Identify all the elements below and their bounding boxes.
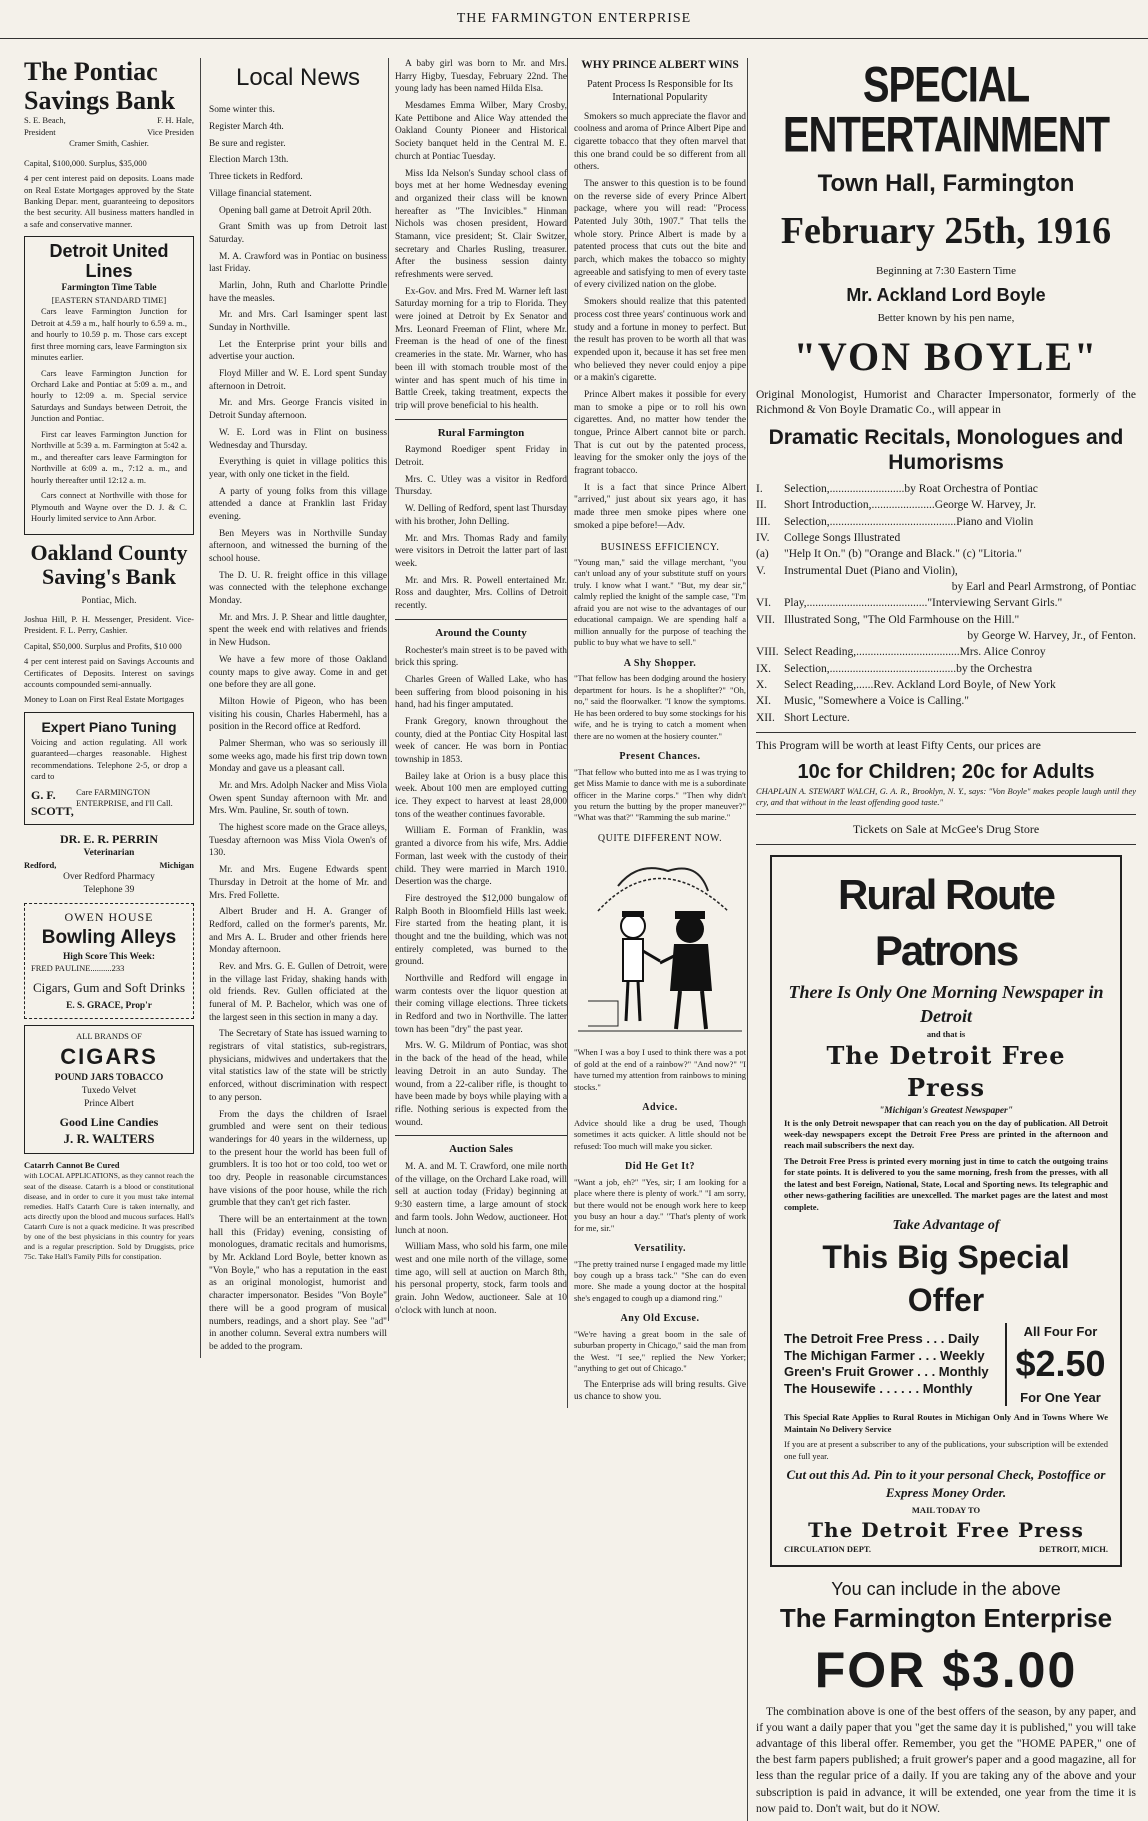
- rrp-present: If you are at present a subscriber to any of the publications, your subscription will be extended one full year.: [784, 1439, 1108, 1461]
- program-number: I.: [756, 483, 763, 496]
- news-paragraph: Miss Ida Nelson's Sunday school class of boys met at her home Wednesday evening and organized their class will be known hereafter as "The Invicibles." Hinman Nichols was chosen president, Howard Stamann, vice president; St. Clair Switzer, secretary and Charles Rusling, treasurer. After the business session dainty refreshments were served.: [395, 168, 567, 280]
- news-paragraph: We have a few more of those Oakland county maps to give away. Come in and get one before they are all gone.: [209, 654, 387, 691]
- program-number: X.: [756, 679, 768, 692]
- bowling-prop: E. S. GRACE, Prop'r: [66, 1001, 152, 1012]
- shy-title: A Shy Shopper.: [623, 657, 697, 669]
- program-text: Short Introduction,......................George W. Harvey, Jr.: [784, 499, 1037, 512]
- program-text: by Earl and Pearl Armstrong, of Pontiac: [951, 581, 1136, 594]
- dul-text: First car leaves Farmington Junction for Northville at 5:39 a. m. Farmington at 5:42 a. m., and thereafter cars leave Farmington for Northville at 6:09 a. m., 7:12 a. m., and hourly thereafter until 12:12 a. m.: [31, 428, 187, 485]
- news-paragraph: Mr. and Mrs. Carl Isaminger spent last Sunday in Northville.: [209, 310, 387, 334]
- biz-title: BUSINESS EFFICIENCY.: [600, 541, 720, 553]
- program-number: V.: [756, 564, 766, 577]
- around-county-title: Around the County: [435, 626, 527, 639]
- program-item: [756, 481, 1136, 497]
- news-paragraph: Mr. and Mrs. R. Powell entertained Mr. Ross and daughter, Mrs. Collins of Detroit recently.: [395, 575, 567, 611]
- program-item: [756, 546, 1136, 562]
- news-paragraph: Opening ball game at Detroit April 20th.: [219, 205, 372, 216]
- chances-text: "That fellow who butted into me as I was trying to get Miss Mamie to dance with me is a subordinate officer in the Marine corps." "Then why didn't you return the butting by the proper maneuver?" "What was that?" "Ramming the sub marine.": [574, 766, 746, 823]
- combo-text: The combination above is one of the best offers of the season, by any paper, and if you want a daily paper that you "get the same day it is published," you will take advantage of this liberal offer. Remember, you get the "HOME PAPER," one of the best farm papers published; a fruit grower's paper and a good magazine, all for less than the regular price of a daily. If you are taking any of the above and your subscription is paid in advance, it will be extended, one year from the time it is now paid to. Don't wait, but do it NOW.: [756, 1706, 1136, 1815]
- program-text: Selection,..........................by Roat Orchestra of Pontiac: [784, 483, 1038, 496]
- cigars-tux: Tuxedo Velvet: [81, 1085, 137, 1096]
- oakland-interest: 4 per cent interest paid on Savings Accounts and Certificates of Deposits. Interest on savings accounts compounded semi-annually.: [24, 656, 194, 689]
- news-paragraph: Prince Albert makes it possible for every man to smoke a pipe or to roll his own cigarettes. And, no matter how tender the tongue, Prince Albert cannot bite or parch. That is cut out by the patented process, leaving for the smoker only the joys of the fragrant tobacco.: [574, 389, 746, 477]
- program-text: by George W. Harvey, Jr., of Fenton.: [967, 630, 1136, 643]
- news-paragraph: Smokers so much appreciate the flavor and coolness and aroma of Prince Albert Pipe and cigarette tobacco that they often marvel that this one brand could be so different from all others.: [574, 111, 746, 173]
- chances-title: Present Chances.: [619, 751, 701, 763]
- oakland-bank-ad: [24, 541, 194, 706]
- dul-std: [EASTERN STANDARD TIME]: [51, 294, 167, 305]
- piano-title: Expert Piano Tuning: [41, 718, 177, 735]
- bowling-score: FRED PAULINE..........233: [31, 963, 125, 974]
- oakland-bank-name: Oakland County Saving's Bank: [30, 539, 188, 589]
- program-number: [756, 628, 784, 644]
- program-number: XII.: [756, 711, 775, 724]
- officer: F. H. Hale,: [157, 115, 194, 126]
- excuse-text: "We're having a great boom in the sale of suburban property in Chicago," said the man from the West. "I see," replied the New Yorker; "anything to get out of Chicago.": [574, 1328, 746, 1374]
- news-paragraph: Let the Enterprise print your bills and advertise your auction.: [209, 339, 387, 363]
- entertainment-date: February 25th, 1916: [780, 210, 1112, 253]
- program-number: IX.: [756, 662, 772, 675]
- news-paragraph: Fire destroyed the $12,000 bungalow of Ralph Booth in Bloomfield Hills last week. Fire started from the heating plant, it is thought and tne the building, which was not entirely completed, was burned to the ground.: [395, 893, 567, 968]
- versatility-title: Versatility.: [633, 1243, 686, 1255]
- dul-subtitle: Farmington Time Table: [61, 283, 157, 293]
- program-number: II.: [756, 499, 767, 512]
- news-paragraph: William Mass, who sold his farm, one mile west and one mile north of the village, some time ago, will sell at auction on March 8th, his personal property, stock, farm tools and grain. John Wedow, auctioneer. Sale at 10 o'clock with lunch at noon.: [395, 1242, 567, 1316]
- program-number: VIII.: [756, 646, 779, 659]
- program-text: Selection,............................................by the Orchestra: [784, 662, 1033, 675]
- piano-care: Care FARMINGTON ENTERPRISE, and I'll Call.: [76, 786, 173, 809]
- cigars-pa: Prince Albert: [84, 1098, 134, 1109]
- program-item: [756, 612, 1136, 628]
- rrp-andthat: and that is: [926, 1028, 966, 1039]
- program-item: [756, 644, 1136, 660]
- officer-title: President: [24, 126, 56, 137]
- news-paragraph: Smokers should realize that this patented process cost three years' continuous work and study and a fortune in money to perfect. But the result has proven to be worth all that was expended upon it, because it has set free men who believed they never could enjoy a pipe or a makin's cigarette.: [574, 297, 746, 384]
- free-press-name: The Detroit Free Press: [826, 1041, 1066, 1103]
- offer-line: Green's Fruit Grower . . . Monthly: [784, 1364, 989, 1380]
- program-text: Selection,............................................Piano and Violin: [784, 515, 1034, 528]
- bowling-score-label: High Score This Week:: [63, 951, 155, 962]
- offer-combo: [784, 1323, 1108, 1407]
- cigars-candies: Good Line Candies: [59, 1115, 159, 1130]
- local-item: Election March 13th.: [209, 155, 289, 166]
- rrp-p1: It is the only Detroit newspaper that can reach you on the day of publication. All Detroit week-day newspapers except the Detroit Free Press are printed in the afternoon and reach mail subscribers the next day.: [784, 1117, 1108, 1151]
- excuse-title: Any Old Excuse.: [620, 1313, 700, 1325]
- news-paragraph: Ben Meyers was in Northville Sunday afternoon, and witnessed the burning of the school house.: [209, 528, 387, 565]
- von-boyle-name: "VON BOYLE": [793, 333, 1099, 379]
- include-line: You can include in the above: [831, 1579, 1061, 1600]
- program-item: [756, 628, 1136, 644]
- news-paragraph: There will be an entertainment at the town hall this (Friday) evening, consisting of monologues, dramatic recitals and humorisms, by Mr. Ackland Lord Boyle, better known as "Von Boyle," who has a reputation in the east as an original monologist, humorist and character impersonator. Besides "Von Boyle" there will be a good program of musical numbers, readings, and a short play. See "ad" in another column. Several extra numbers will be added to the program.: [209, 1215, 387, 1352]
- entertainment-known: Better known by his pen name,: [877, 311, 1015, 324]
- ticket-prices: 10c for Children; 20c for Adults: [797, 760, 1095, 783]
- perrin-name: DR. E. R. PERRIN: [59, 832, 158, 847]
- news-paragraph: M. A. Crawford was in Pontiac on business last Friday.: [209, 251, 387, 275]
- rrp-p2: The Detroit Free Press is printed every morning just in time to catch the outgoing trains for state points. It is delivered to you the same morning, fresh from the presses, with all the latest and best Foreign, National, State, Local and Sporting news. Its telegraphic and other news-gathering facilities are unexcelled. The market pages are the latest and most complete.: [784, 1155, 1108, 1212]
- catarrh-title: Catarrh Cannot Be Cured: [24, 1159, 120, 1170]
- rrp-city: DETROIT, MICH.: [1038, 1543, 1108, 1554]
- bowling-cigars: Cigars, Gum and Soft Drinks: [32, 979, 186, 995]
- local-news-paras: [209, 205, 387, 1354]
- pontiac-bank-ad: [24, 58, 194, 230]
- offer-line: The Michigan Farmer . . . Weekly: [784, 1347, 985, 1363]
- catarrh-text: with LOCAL APPLICATIONS, as they cannot reach the seat of the disease. Catarrh is a blood or constitutional disease, and in order to cure it you must take internal remedies. Hall's Catarrh Cure is taken internally, and acts directly upon the blood and mucous surfaces. Hall's Catarrh Cure is not a quack medicine. It was prescribed by one of the best physicians in this country for years and is a regular prescription. Sold by Druggists, price 75c. Take Hall's Family Pills for constipation.: [24, 1171, 194, 1262]
- entertainment-time: Beginning at 7:30 Eastern Time: [876, 264, 1016, 277]
- column-4: [567, 58, 746, 1408]
- gotit-text: "Want a job, eh?" "Yes, sir; I am looking for a place where there is plenty of work." "I am sorry, but there would not be enough work here to keep you busy an hour a day." "That's plenty of work for me, sir.": [574, 1176, 746, 1233]
- news-paragraph: Mr. and Mrs. Adolph Nacker and Miss Viola Owen spent Sunday afternoon with Mr. and Mrs. Wm. Pauline, Sr. south of town.: [209, 781, 387, 817]
- oakland-loans: Money to Loan on First Real Estate Mortgages: [24, 694, 184, 705]
- oakland-capital: Capital, $50,000. Surplus and Profits, $10 000: [24, 640, 182, 651]
- local-item: Be sure and register.: [209, 138, 286, 149]
- news-paragraph: W. Delling of Redford, spent last Thursday with his brother, John Delling.: [395, 504, 567, 527]
- news-paragraph: Ex-Gov. and Mrs. Fred M. Warner left last Saturday morning for a trip to Florida. They were joined at Detroit by Ex Senator and Mrs. Leonard Freeman of Flint, where Mr. Freeman is the head of one of the finest creameries in the state. Mr. Warner, who has been ill with stomach trouble most of the winter and has spent much of his time in Battle Creek, taking treatment, expects the trip will prove beneficial to his health.: [395, 286, 567, 411]
- program-number: (a): [756, 548, 769, 561]
- news-paragraph: The Secretary of State has issued warning to registrars of vital statistics, sub-registrars, physicians, midwives and undertakers that the vital statistics law of the state will be strictly enforced, without discrimination with respect to any person.: [209, 1029, 387, 1103]
- news-paragraph: Floyd Miller and W. E. Lord spent Sunday afternoon in Detroit.: [209, 369, 387, 392]
- news-paragraph: Mr. and Mrs. Thomas Rady and family were visitors in Detroit the latter part of last week.: [395, 533, 567, 569]
- program-item: [756, 497, 1136, 513]
- program-number: VII.: [756, 613, 775, 626]
- chaplain-quote: CHAPLAIN A. STEWART WALCH, G. A. R., Brooklyn, N. Y., says: "Von Boyle" makes people laugh until they cry, and that without in the least offending good taste.": [756, 785, 1136, 807]
- offer-allfour: All Four For: [1023, 1323, 1098, 1339]
- bowling-house: OWEN HOUSE: [64, 909, 154, 924]
- rrp-rate: This Special Rate Applies to Rural Routes in Michigan Only And in Towns Where We Maintain No Delivery Service: [784, 1412, 1108, 1434]
- dul-title: Detroit United Lines: [49, 241, 169, 282]
- cashier: Cramer Smith, Cashier.: [69, 138, 149, 149]
- free-press-name-2: The Detroit Free Press: [808, 1517, 1084, 1542]
- program-list: [756, 481, 1136, 726]
- program-text: Illustrated Song, "The Old Farmhouse on the Hill.": [784, 613, 1020, 626]
- news-paragraph: Mr. and Mrs. George Francis visited in Detroit Sunday afternoon.: [209, 398, 387, 422]
- closing-text: The Enterprise ads will bring results. Give us chance to show you.: [574, 1379, 746, 1403]
- quite-title: QUITE DIFFERENT NOW.: [597, 832, 723, 844]
- pontiac-interest: 4 per cent interest paid on deposits. Loans made on Real Estate Mortgages approved by the State Banking Depar. ment, guaranteeing to depositors the best security. All business matters handled in a safe and conservative manner.: [24, 173, 194, 229]
- news-paragraph: W. E. Lord was in Flint on business Wednesday and Thursday.: [209, 427, 387, 451]
- program-item: [756, 710, 1136, 726]
- oakland-location: Pontiac, Mich.: [81, 595, 137, 606]
- rrp-cut: Cut out this Ad. Pin to it your personal Check, Postoffice or Express Money Order.: [786, 1467, 1106, 1500]
- news-paragraph: Mr. and Mrs. J. P. Shear and little daughter, spent the week end with relatives and friends in New Hudson.: [209, 612, 387, 649]
- program-text: College Songs Illustrated: [784, 532, 901, 545]
- advice-title: Advice.: [642, 1102, 678, 1114]
- col3-news: [395, 58, 567, 413]
- news-paragraph: The highest score made on the Grace alleys, Tuesday afternoon was Miss Viola Owen's of 130.: [209, 823, 387, 859]
- rrp-sub: There Is Only One Morning Newspaper in Detroit: [788, 982, 1104, 1027]
- news-paragraph: M. A. and M. T. Crawford, one mile north of the village, on the Orchard Lake road, will sell at auction today (Friday) beginning at 9:30 eastern time, a large amount of stock and farm tools. John Wedow, auctioneer. Hot lunch at noon.: [395, 1162, 567, 1236]
- pontiac-officers-row: [24, 115, 194, 126]
- news-paragraph: Raymond Roediger spent Friday in Detroit.: [395, 445, 567, 469]
- news-paragraph: Palmer Sherman, who was so seriously ill some weeks ago, made his first trip down town Monday and gave us a pleasant call.: [209, 738, 387, 775]
- program-item: [756, 595, 1136, 611]
- news-paragraph: Marlin, John, Ruth and Charlotte Prindle have the measles.: [209, 280, 387, 304]
- entertainment-title: SPECIAL ENTERTAINMENT: [782, 58, 1110, 163]
- offer-line: The Housewife . . . . . . Monthly: [784, 1381, 973, 1397]
- column-3: [388, 58, 567, 1321]
- rrp-title: Rural Route Patrons: [837, 870, 1054, 975]
- masthead: THE FARMINGTON ENTERPRISE: [0, 0, 1148, 39]
- cigars-brands: ALL BRANDS OF: [76, 1031, 142, 1042]
- oakland-officers: Joshua Hill, P. H. Messenger, President. Vice-President. F. L. Perry, Cashier.: [24, 613, 194, 636]
- program-text: Select Reading,....................................Mrs. Alice Conroy: [784, 646, 1046, 659]
- program-item: [756, 563, 1136, 579]
- piano-name: G. F. SCOTT,: [31, 787, 74, 818]
- pontiac-officer-titles: [24, 127, 194, 138]
- news-paragraph: Rev. and Mrs. G. E. Gullen of Detroit, were in the village last Friday, shaking hands with old friends. Rev. Gullen officiated at the funeral of M. P. Bachelor, which was one of the largest seen in this section in many a day.: [209, 961, 387, 1023]
- news-paragraph: Milton Howie of Pigeon, who has been visiting his cousin, Charles Habermehl, has a position in the Record office at Redford.: [209, 696, 387, 733]
- auction-title: Auction Sales: [449, 1143, 513, 1156]
- news-paragraph: Bailey lake at Orion is a busy place this week. About 100 men are employed cutting ice. They expect to harvest at least 28,000 tons of the weather continues favorable.: [395, 771, 567, 820]
- news-paragraph: Frank Gregory, known throughout the county, died at the Pontiac City Hospital last week of cancer. He was born in Pontiac township in 1853.: [395, 716, 567, 765]
- recitals-title: Dramatic Recitals, Monologues and Humorisms: [768, 425, 1124, 474]
- column-1: [24, 58, 194, 1267]
- program-text: Instrumental Duet (Piano and Violin),: [784, 564, 958, 577]
- program-number: VI.: [756, 597, 772, 610]
- prince-albert-subtitle: Patent Process Is Responsible for Its International Popularity: [587, 78, 733, 104]
- entertainment-venue: Town Hall, Farmington: [817, 170, 1075, 197]
- pontiac-bank-name: The Pontiac Savings Bank: [24, 58, 176, 115]
- rrp-mail: MAIL TODAY TO: [911, 1505, 981, 1516]
- news-paragraph: A party of young folks from this village attended a dance at Franklin last Friday evening.: [209, 486, 387, 522]
- news-paragraph: Mr. and Mrs. Eugene Edwards spent Thursday in Detroit at the home of Mr. and Mrs. Fred Follette.: [209, 865, 387, 901]
- auction-items: [395, 1161, 567, 1317]
- program-number: XI.: [756, 695, 772, 708]
- perrin-place: Redford,: [24, 859, 57, 870]
- bowling-title: Bowling Alleys: [41, 926, 177, 948]
- dul-timetable-ad: [24, 236, 194, 534]
- officer-title: Vice Presiden: [147, 126, 194, 137]
- news-paragraph: Charles Green of Walled Lake, who has been suffering from blood poisoning in his hand, had his finger amputated.: [395, 674, 567, 711]
- perrin-ad: [24, 831, 194, 897]
- perrin-over: Over Redford Pharmacy: [63, 872, 155, 883]
- program-text: Short Lecture.: [784, 711, 850, 724]
- offer-line: The Detroit Free Press . . . Daily: [784, 1330, 980, 1346]
- dul-text: Cars leave Farmington Junction for Orchard Lake and Pontiac at 5:09 a. m., and hourly to 12:09 a. m. Special service Saturdays and Sundays between Detroit, the Junction and Pontiac.: [31, 367, 187, 424]
- bowling-ad: [24, 903, 194, 1019]
- rrp-take: Take Advantage of: [892, 1218, 1000, 1234]
- news-paragraph: Rochester's main street is to be paved with brick this spring.: [395, 645, 567, 669]
- entertainment-desc: Original Monologist, Humorist and Character Impersonator, formerly of the Richmond & Von Boyle Dramatic Co., will appear in: [756, 388, 1136, 417]
- news-paragraph: Mesdames Emma Wilber, Mary Crosby, Kate Pettibone and Alice Way attended the Oakland County Pioneer and Historical Society banquet held in the Central M. E. church at Pontiac Tuesday.: [395, 101, 567, 162]
- news-paragraph: A baby girl was born to Mr. and Mrs. Harry Higby, Tuesday, February 22nd. The young lady has been named Hilda Elsa.: [395, 59, 567, 95]
- program-worth: This Program will be worth at least Fifty Cents, our prices are: [756, 740, 1041, 752]
- program-item: [756, 579, 1136, 595]
- perrin-phone: Telephone 39: [83, 885, 135, 896]
- officer: S. E. Beach,: [24, 115, 66, 126]
- program-item: [756, 693, 1136, 709]
- catarrh-ad: [24, 1160, 194, 1263]
- cigars-ad: [24, 1025, 194, 1154]
- local-item: Three tickets in Redford.: [209, 172, 303, 183]
- cigars-name: J. R. WALTERS: [63, 1131, 155, 1147]
- gotit-title: Did He Get It?: [624, 1161, 696, 1173]
- program-text: Music, "Somewhere a Voice is Calling.": [784, 695, 969, 708]
- biz-text: "Young man," said the village merchant, "you can't unload any of your substitute stuff on yours truly. I know what I want." "But, my dear sir," calmly replied the knight of the sample case, "I'm afraid you are not wise to the advantages of our educational campaign. We are spending half a million annually for the purpose of teaching the public to buy what we have to sell.": [574, 557, 746, 648]
- news-paragraph: It is a fact that since Prince Albert "arrived," just about six years ago, it has made three men smoke pipes where one smoked a pipe before!—Adv.: [574, 482, 746, 531]
- news-paragraph: Everything is quiet in village politics this year, with only one ticket in the field.: [209, 457, 387, 480]
- around-county-items: [395, 645, 567, 1130]
- fe-name: The Farmington Enterprise: [779, 1603, 1113, 1634]
- cigars-title: CIGARS: [60, 1044, 158, 1070]
- fe-price: FOR $3.00: [814, 1641, 1078, 1698]
- piano-text: Voicing and action regulating. All work guaranteed—charges reasonable. Highest recommendations. Telephone 2-5, or drop a card to: [31, 736, 187, 782]
- program-item: [756, 530, 1136, 546]
- news-paragraph: Albert Bruder and H. A. Granger of Redford, called on the former's parents, Mr. and Mrs A. L. Bruder and other friends here Monday afternoon.: [209, 907, 387, 956]
- program-number: III.: [756, 515, 771, 528]
- program-item: [756, 661, 1136, 677]
- local-news-title: Local News: [235, 64, 361, 91]
- versatility-text: "The pretty trained nurse I engaged made my little boy cough up a brass tack." "She can do even more. She made a young doctor at the hospital she's engaged to cough up a diamond ring.": [574, 1258, 746, 1303]
- program-text: Play,.........................................."Interviewing Servant Girls.": [784, 597, 1063, 610]
- news-paragraph: The answer to this question is to be found on the reverse side of every Prince Albert package, where you will read: "Process Patented July 30th, 1907." That tells the whole story. Prince Albert is made by a patented process that cuts out the bite and parch, which makes the tobacco so mighty agreeable and satisfying to men of every taste of every civilized nation on the globe.: [574, 178, 746, 291]
- local-item: Register March 4th.: [209, 122, 284, 133]
- column-2: [200, 58, 387, 1358]
- cartoon-illustration: [578, 851, 742, 1041]
- piano-ad: [24, 712, 194, 825]
- shy-text: "That fellow has been dodging around the hosiery department for hours. Is he a shoplifter?" "Oh, no," said the floorwalker. "I know the symptoms. He has been ordered to buy some stockings for his wife, and he is trying to catch a moment when there are no women at the hosiery counter.": [574, 673, 746, 741]
- program-text: "Help It On." (b) "Orange and Black." (c) "Litoria.": [784, 548, 1022, 561]
- news-paragraph: The D. U. R. freight office in this village was connected with the telephone exchange Monday.: [209, 570, 387, 607]
- offer-oneyear: For One Year: [1020, 1389, 1101, 1405]
- dul-text: Cars leave Farmington Junction for Detroit at 4.59 a m., half hourly to 6.59 a. m., and hourly to 10.59 p. m. Those cars except first three morning cars, leave Farmington six minutes earlier.: [31, 306, 187, 363]
- perrin-place: Michigan: [159, 859, 194, 870]
- program-item: [756, 677, 1136, 693]
- offer-price: $2.50: [1015, 1343, 1106, 1385]
- prince-albert-paras: [574, 111, 746, 533]
- advice-text: Advice should like a drug be used, Though sometimes it acts quicker. A little should not be refused: Too much will make you sicker.: [574, 1117, 746, 1151]
- quite-text: "When I was a boy I used to think there was a pot of gold at the end of a rainbow?" "And now?" "I have turned my attention from rainbows to mining stocks.": [574, 1047, 746, 1092]
- prince-albert-title: WHY PRINCE ALBERT WINS: [581, 59, 739, 71]
- rrp-offer: This Big Special Offer: [822, 1239, 1070, 1319]
- program-text: Select Reading,......Rev. Ackland Lord Boyle, of New York: [784, 679, 1056, 692]
- rrp-circ: CIRCULATION DEPT.: [784, 1543, 872, 1554]
- entertainment-person: Mr. Ackland Lord Boyle: [846, 284, 1046, 305]
- pontiac-capital: Capital, $100,000. Surplus, $35,000: [24, 157, 147, 168]
- program-number: [756, 579, 784, 595]
- news-paragraph: Mrs. W. G. Mildrum of Pontiac, was shot in the back of the head of the head, while leaving Detroit in an auto Sunday. The wound, from a 22-caliber rifle, is thought to have been made by boys while playing with a rifle. Nothing serious is expected from the wound.: [395, 1041, 567, 1128]
- local-item: Village financial statement.: [209, 188, 312, 199]
- program-item: [756, 514, 1136, 530]
- rural-farmington-title: Rural Farmington: [437, 426, 525, 439]
- tickets-info: Tickets on Sale at McGee's Drug Store: [852, 822, 1040, 837]
- program-number: IV.: [756, 532, 770, 545]
- news-paragraph: Grant Smith was up from Detroit last Saturday.: [209, 222, 387, 245]
- news-paragraph: William E. Forman of Franklin, was granted a divorce from his wife, Mrs. Addie Forman, last week with the custody of their child. They were married in March 1910. Desertion was the charge.: [395, 826, 567, 888]
- free-press-ad: [770, 855, 1122, 1568]
- cigars-pound: POUND JARS TOBACCO: [54, 1073, 164, 1084]
- perrin-title: Veterinarian: [83, 848, 135, 859]
- dul-text: Cars connect at Northville with those for Plymouth and Wayne over the D. J. & C. Hourly limited service to Ann Arbor.: [31, 490, 187, 524]
- column-5: [747, 58, 1136, 1821]
- news-paragraph: Mrs. C. Utley was a visitor in Redford Thursday.: [395, 474, 567, 498]
- free-press-slogan: "Michigan's Greatest Newspaper": [879, 1105, 1013, 1116]
- news-paragraph: From the days the children of Israel grumbled and were sent on their tedious wanderings for 40 years in the wilderness, up to the present hour the world has been full of grumblers. It is too hot or too cold, too wet or too dry. People in reasonable circumstances have visions of the poor house, while the rich grumble that they can't get rich faster.: [209, 1109, 387, 1209]
- rural-farmington-items: [395, 444, 567, 612]
- local-item: Some winter this.: [209, 105, 275, 116]
- news-paragraph: Northville and Redford will engage in warm contests over the liquor question at their coming village elections. Three tickets in Redford and two in Northville. The latter town has been "dry" the past year.: [395, 974, 567, 1035]
